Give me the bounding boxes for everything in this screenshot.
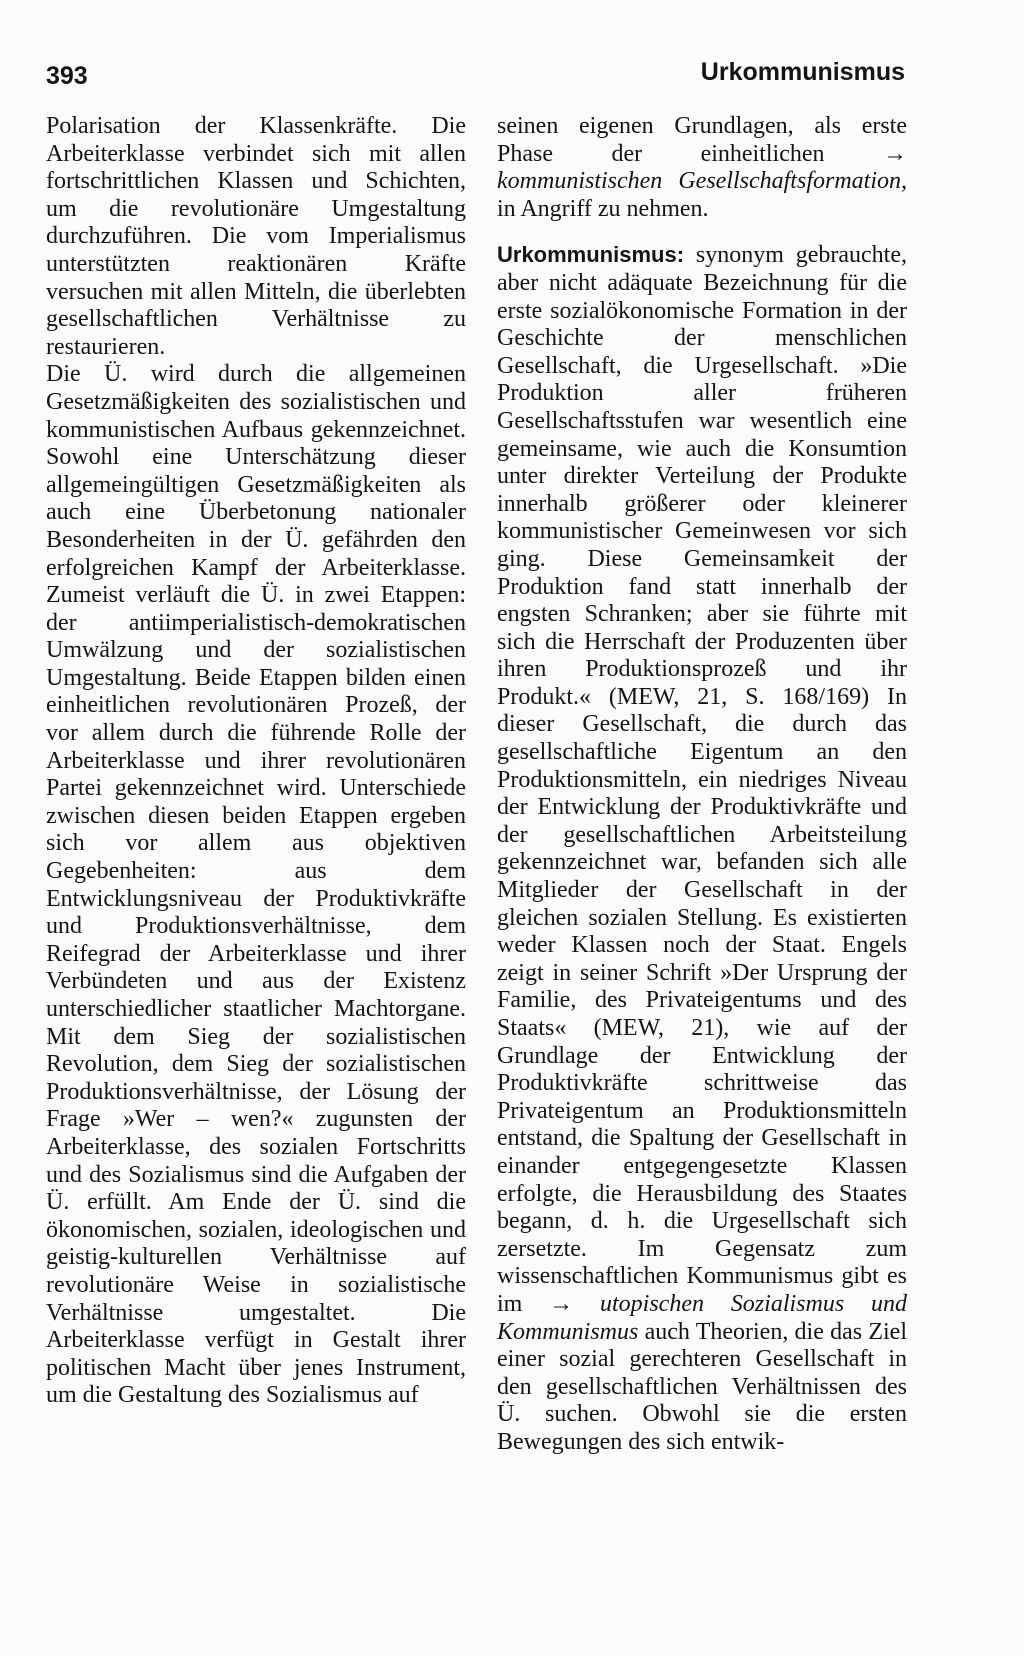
running-head: Urkommunismus xyxy=(700,58,905,86)
body-text: auch Theorien, die das Ziel einer sozial gerechteren Gesellschaft in den gesellschaftlichen Verhältnissen des Ü. suchen. Obwohl sie die ersten Bewegungen des sich entwik- xyxy=(497,1318,907,1455)
continuation-paragraph xyxy=(497,113,907,223)
body-text: in Angriff zu nehmen. xyxy=(497,195,709,222)
right-column xyxy=(497,113,907,1457)
paragraph: Polarisation der Klassenkräfte. Die Arbeiterklasse verbindet sich mit allen fortschrittlichen Klassen und Schichten, um die revolutionäre Umgestaltung durchzuführen. Die vom Imperialismus unterstützten reaktionären Kräfte versuchen mit allen Mitteln, die überlebten gesellschaftlichen Verhältnisse zu restaurieren. xyxy=(46,113,466,360)
page-number: 393 xyxy=(46,62,88,90)
entry-headword: Urkommunismus: xyxy=(497,242,685,268)
body-text: seinen eigenen Grundlagen, als erste Phase der einheitlichen xyxy=(497,113,907,167)
dictionary-entry xyxy=(497,241,907,1456)
cross-reference-arrow-icon: → xyxy=(883,140,907,167)
cross-reference[interactable]: utopischen Sozialismus und Kommunismus xyxy=(497,1290,907,1345)
cross-reference-arrow-icon: → xyxy=(549,1290,574,1317)
paragraph: Die Ü. wird durch die allgemeinen Gesetzmäßigkeiten des sozialistischen und kommunistischen Aufbaus gekennzeichnet. Sowohl eine Unterschätzung dieser allgemeingültigen Gesetzmäßigkeiten als auch eine Überbetonung nationaler Besonderheiten in der Ü. gefährden den erfolgreichen Kampf der Arbeiterklasse. Zumeist verläuft die Ü. in zwei Etappen: der antiimperialistisch-demokratischen Umwälzung und der sozialistischen Umgestaltung. Beide Etappen bilden einen einheitlichen revolutionären Prozeß, der vor allem durch die führende Rolle der Arbeiterklasse und ihrer revolutionären Partei gekennzeichnet wird. Unterschiede zwischen diesen beiden Etappen ergeben sich vor allem aus objektiven Gegebenheiten: aus dem Entwicklungsniveau der Produktivkräfte und Produktionsverhältnisse, dem Reifegrad der Arbeiterklasse und ihrer Verbündeten und aus der Existenz unterschiedlicher staatlicher Machtorgane. Mit dem Sieg der sozialistischen Revolution, dem Sieg der sozialistischen Produktionsverhältnisse, der Lösung der Frage »Wer – wen?« zugunsten der Arbeiterklasse, des sozialen Fortschritts und des Sozialismus sind die Aufgaben der Ü. erfüllt. Am Ende der Ü. sind die ökonomischen, sozialen, ideologischen und geistig-kulturellen Verhältnisse auf revolutionäre Weise in sozialistische Verhältnisse umgestaltet. Die Arbeiterklasse verfügt in Gestalt ihrer politischen Macht über jenes Instrument, um die Gestaltung des Sozialismus auf xyxy=(46,361,466,1409)
cross-reference[interactable]: kommunistischen Gesellschaftsformation, xyxy=(497,168,907,195)
left-column xyxy=(46,113,466,1410)
body-text: synonym gebrauchte, aber nicht adäquate Bezeichnung für die erste sozialökonomische Formation in der Geschichte der menschlichen Gesellschaft, die Urgesellschaft. »Die Produktion aller früheren Gesellschaftsstufen war wesentlich eine gemeinsame, wie auch die Konsumtion unter direkter Verteilung der Produkte innerhalb größerer oder kleinerer kommunistischer Gemeinwesen vor sich ging. Diese Gemeinsamkeit der Produktion fand statt innerhalb der engsten Schranken; aber sie führte mit sich die Herrschaft der Produzenten über ihren Produktionsprozeß und ihr Produkt.« (MEW, 21, S. 168/169) In dieser Gesellschaft, die durch das gesellschaftliche Eigentum an den Produktionsmitteln, ein niedriges Niveau der Entwicklung der Produktivkräfte und der gesellschaftlichen Arbeitsteilung gekennzeichnet war, befanden sich alle Mitglieder der Gesellschaft in der gleichen sozialen Stellung. Es existierten weder Klassen noch der Staat. Engels zeigt in seiner Schrift »Der Ursprung der Familie, des Privateigentums und des Staats« (MEW, 21), wie auf der Grundlage der Entwicklung der Produktivkräfte schrittweise das Privateigentum an Produktionsmitteln entstand, die Spaltung der Gesellschaft in einander entgegengesetzte Klassen erfolgte, die Herausbildung des Staates begann, d. h. die Urgesellschaft sich zersetzte. Im Gegensatz zum wissenschaftlichen Kommunismus gibt es im xyxy=(497,242,908,1317)
